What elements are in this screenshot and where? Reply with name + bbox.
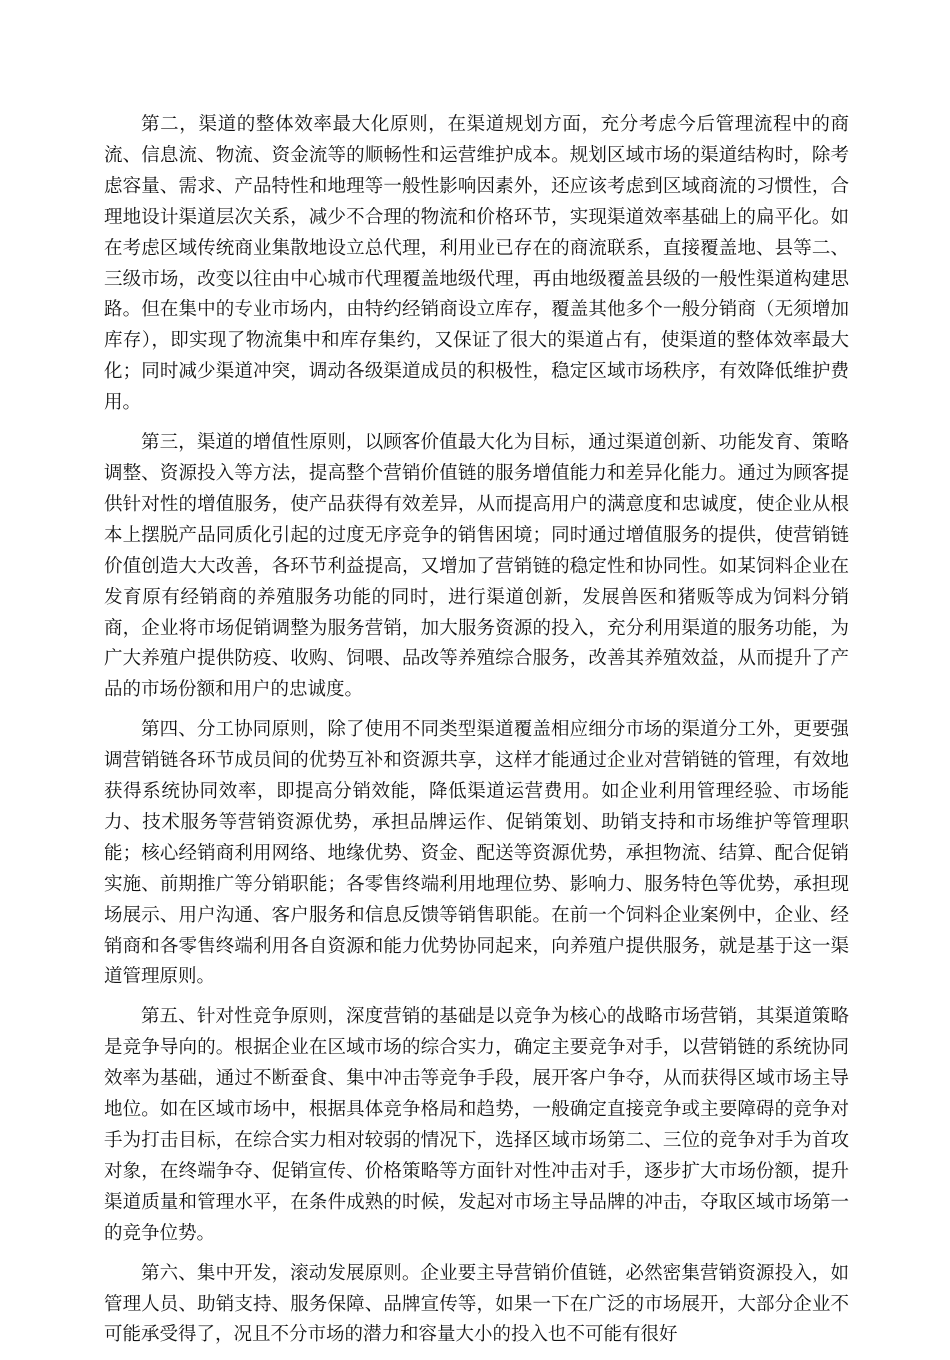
paragraph-principle-5: 第五、针对性竞争原则，深度营销的基础是以竞争为核心的战略市场营销，其渠道策略是竞争导向的。根据企业在区域市场的综合实力，确定主要竞争对手，以营销链的系统协同效率为基础，通过不断蚕食、集中冲击等竞争手段，展开客户争夺，从而获得区域市场主导地位。如在区域市场中，根据具体竞争格局和趋势，一般确定直接竞争或主要障碍的竞争对手为打击目标，在综合实力相对较弱的情况下，选择区域市场第二、三位的竞争对手为首攻对象，在终端争夺、促销宣传、价格策略等方面针对性冲击对手，逐步扩大市场份额，提升渠道质量和管理水平，在条件成熟的时候，发起对市场主导品牌的冲击，夺取区域市场第一的竞争位势。 (104, 1006, 849, 1244)
document-body (104, 110, 849, 1360)
paragraph-principle-3: 第三，渠道的增值性原则，以顾客价值最大化为目标，通过渠道创新、功能发育、策略调整、资源投入等方法，提高整个营销价值链的服务增值能力和差异化能力。通过为顾客提供针对性的增值服务，使产品获得有效差异，从而提高用户的满意度和忠诚度，使企业从根本上摆脱产品同质化引起的过度无序竞争的销售困境；同时通过增值服务的提供，使营销链价值创造大大改善，各环节利益提高，又增加了营销链的稳定性和协同性。如某饲料企业在发育原有经销商的养殖服务功能的同时，进行渠道创新，发展兽医和猪贩等成为饲料分销商，企业将市场促销调整为服务营销，加大服务资源的投入，充分利用渠道的服务功能，为广大养殖户提供防疫、收购、饲喂、品改等养殖综合服务，改善其养殖效益，从而提升了产品的市场份额和用户的忠诚度。 (104, 432, 849, 701)
paragraph-principle-6: 第六、集中开发，滚动发展原则。企业要主导营销价值链，必然密集营销资源投入，如管理人员、助销支持、服务保障、品牌宣传等，如果一下在广泛的市场展开，大部分企业不可能承受得了，况且不分市场的潜力和容量大小的投入也不可能有很好 (104, 1262, 849, 1346)
paragraph-principle-4: 第四、分工协同原则，除了使用不同类型渠道覆盖相应细分市场的渠道分工外，更要强调营销链各环节成员间的优势互补和资源共享，这样才能通过企业对营销链的管理，有效地获得系统协同效率，即提高分销效能，降低渠道运营费用。如企业利用管理经验、市场能力、技术服务等营销资源优势，承担品牌运作、促销策划、助销支持和市场维护等管理职能；核心经销商利用网络、地缘优势、资金、配送等资源优势，承担物流、结算、配合促销实施、前期推广等分销职能；各零售终端利用地理位势、影响力、服务特色等优势，承担现场展示、用户沟通、客户服务和信息反馈等销售职能。在前一个饲料企业案例中，企业、经销商和各零售终端利用各自资源和能力优势协同起来，向养殖户提供服务，就是基于这一渠道管理原则。 (104, 719, 849, 988)
paragraph-principle-2: 第二，渠道的整体效率最大化原则，在渠道规划方面，充分考虑今后管理流程中的商流、信息流、物流、资金流等的顺畅性和运营维护成本。规划区域市场的渠道结构时，除考虑容量、需求、产品特性和地理等一般性影响因素外，还应该考虑到区域商流的习惯性，合理地设计渠道层次关系，减少不合理的物流和价格环节，实现渠道效率基础上的扁平化。如在考虑区域传统商业集散地设立总代理，利用业已存在的商流联系，直接覆盖地、县等二、三级市场，改变以往由中心城市代理覆盖地级代理，再由地级覆盖县级的一般性渠道构建思路。但在集中的专业市场内，由特约经销商设立库存，覆盖其他多个一般分销商（无须增加库存），即实现了物流集中和库存集约，又保证了很大的渠道占有，使渠道的整体效率最大化；同时减少渠道冲突，调动各级渠道成员的积极性，稳定区域市场秩序，有效降低维护费用。 (104, 114, 849, 414)
